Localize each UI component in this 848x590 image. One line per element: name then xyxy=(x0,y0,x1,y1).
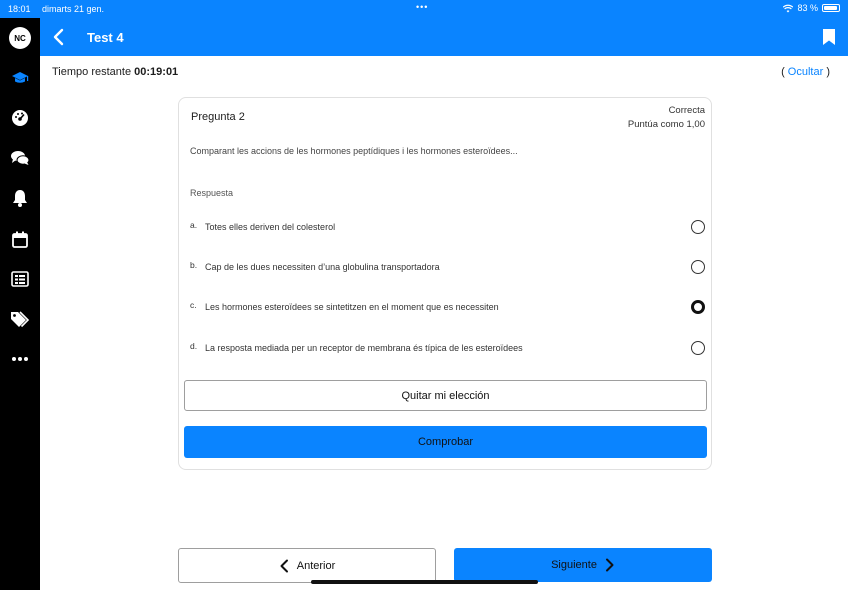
answer-option-c[interactable] xyxy=(190,300,705,316)
status-date: dimarts 21 gen. xyxy=(42,4,105,14)
option-text: Les hormones esteroïdees se sintetitzen en el moment que es necessiten xyxy=(205,302,499,312)
battery-percent: 83 % xyxy=(797,3,818,13)
hide-timer-link[interactable]: Ocultar xyxy=(787,66,824,78)
option-text: Totes elles deriven del colesterol xyxy=(205,222,336,232)
response-label: Respuesta xyxy=(190,188,234,198)
grades-icon[interactable] xyxy=(10,269,30,289)
previous-button[interactable] xyxy=(178,548,436,583)
status-right xyxy=(783,3,840,13)
tags-icon[interactable] xyxy=(10,309,30,329)
time-remaining-label: Tiempo restante xyxy=(52,66,132,78)
answer-option-d[interactable] xyxy=(190,341,705,357)
back-icon[interactable] xyxy=(50,26,70,48)
home-indicator[interactable] xyxy=(311,580,538,584)
bookmark-icon[interactable] xyxy=(822,28,836,46)
next-label: Siguiente xyxy=(551,559,597,571)
calendar-icon[interactable] xyxy=(10,229,30,249)
time-remaining xyxy=(52,66,178,78)
option-letter: a. xyxy=(190,220,198,230)
previous-label: Anterior xyxy=(296,559,336,572)
status-bar xyxy=(0,0,848,18)
question-status xyxy=(628,104,705,132)
page-title: Test 4 xyxy=(87,30,124,45)
toggle-close-paren: ) xyxy=(823,66,830,78)
question-score: Puntúa como 1,00 xyxy=(627,119,705,130)
chat-icon[interactable] xyxy=(10,148,30,168)
hide-timer-toggle[interactable] xyxy=(781,66,830,78)
sidebar xyxy=(0,18,40,590)
more-icon[interactable] xyxy=(10,349,30,369)
bell-icon[interactable] xyxy=(10,188,30,208)
toggle-open-paren: ( xyxy=(781,66,788,78)
question-state: Correcta xyxy=(668,105,705,116)
answer-option-a[interactable] xyxy=(190,220,705,236)
option-radio-selected[interactable] xyxy=(691,300,705,314)
chevron-right-icon xyxy=(605,558,615,572)
option-letter: c. xyxy=(190,300,197,310)
check-button[interactable]: Comprobar xyxy=(184,426,707,458)
wifi-icon xyxy=(783,4,793,13)
question-text: Comparant les accions de les hormones peptídiques i les hormones esteroïdees... xyxy=(190,146,518,156)
avatar[interactable]: NC xyxy=(9,27,31,49)
option-text: Cap de les dues necessiten d’una globulina transportadora xyxy=(205,262,440,272)
answer-option-b[interactable] xyxy=(190,260,705,276)
time-remaining-value: 00:19:01 xyxy=(134,66,179,78)
chevron-left-icon xyxy=(279,559,289,573)
battery-icon xyxy=(822,4,840,12)
option-radio[interactable] xyxy=(691,260,705,274)
option-letter: b. xyxy=(190,260,198,270)
option-radio[interactable] xyxy=(691,341,705,355)
status-time: 18:01 xyxy=(8,4,31,14)
option-radio[interactable] xyxy=(691,220,705,234)
clear-choice-button[interactable]: Quitar mi elección xyxy=(184,380,707,411)
option-letter: d. xyxy=(190,341,198,351)
multitasking-dots[interactable]: ••• xyxy=(416,2,429,12)
option-text: La resposta mediada per un receptor de membrana és típica de les esteroïdees xyxy=(205,343,523,353)
graduation-cap-icon[interactable] xyxy=(10,68,30,88)
next-button[interactable] xyxy=(454,548,712,582)
question-card xyxy=(178,97,712,470)
question-title: Pregunta 2 xyxy=(191,111,245,123)
app-header xyxy=(40,18,848,56)
dashboard-icon[interactable] xyxy=(10,108,30,128)
